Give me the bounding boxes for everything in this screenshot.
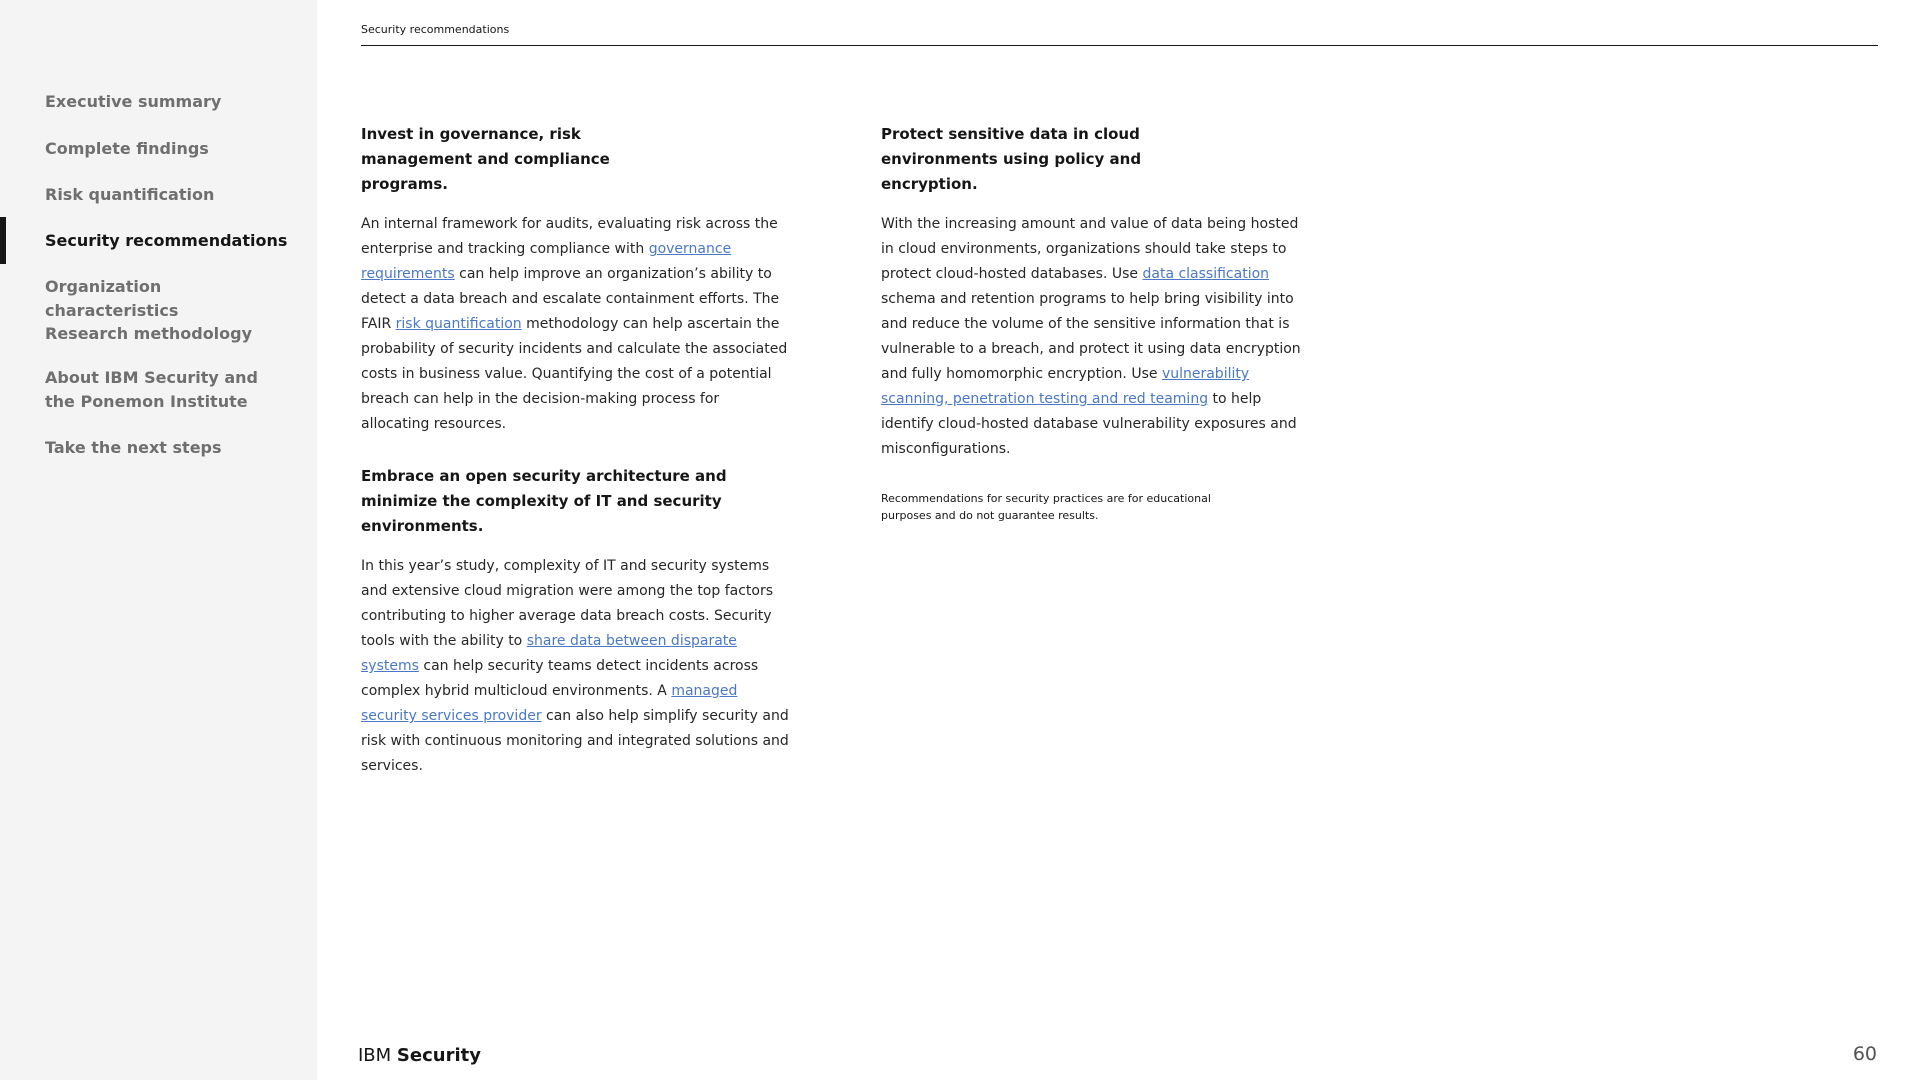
logo-product: Security	[396, 1045, 481, 1066]
section-title: Invest in governance, risk management and compliance programs.	[361, 125, 610, 193]
sidebar-item-organization-characteristics[interactable]: Organization characteristics	[45, 277, 179, 320]
managed-security-services-link[interactable]: managed security services provider	[361, 683, 738, 724]
header-divider	[361, 45, 1878, 46]
section-body	[361, 554, 791, 779]
body-text: In this year’s study, complexity of IT and security systems and extensive cloud migration were among the top factors contributing to higher average data breach costs. Security tools with the ability to	[361, 558, 774, 649]
body-text: can help security teams detect incidents across complex hybrid multicloud environments. A	[361, 658, 759, 699]
section-body	[361, 212, 791, 437]
sidebar-item-take-next-steps[interactable]: Take the next steps	[45, 438, 222, 457]
section-title: Embrace an open security architecture and minimize the complexity of IT and security environments.	[361, 467, 727, 535]
risk-quantification-link[interactable]: risk quantification	[395, 316, 522, 332]
body-text: methodology can help ascertain the probability of security incidents and calculate the associated costs in business value. Quantifying the cost of a potential breach can help in the decision-making process for allocating resources.	[361, 316, 788, 432]
vulnerability-scanning-link[interactable]: vulnerability scanning, penetration testing and red teaming	[881, 366, 1250, 407]
body-text: can also help simplify security and risk with continuous monitoring and integrated solutions and services.	[361, 708, 789, 774]
body-text: to help identify cloud-hosted database vulnerability exposures and misconfigurations.	[881, 391, 1297, 457]
sidebar-item-complete-findings[interactable]: Complete findings	[45, 139, 209, 158]
section-body	[881, 212, 1311, 462]
sidebar-item-security-recommendations[interactable]: Security recommendations	[45, 231, 288, 250]
section-cloud-data	[881, 122, 1311, 462]
sidebar-item-risk-quantification[interactable]: Risk quantification	[45, 185, 215, 204]
governance-requirements-link[interactable]: governance requirements	[361, 241, 732, 282]
section-architecture	[361, 464, 791, 779]
data-classification-link[interactable]: data classification	[1142, 266, 1270, 282]
disclaimer-note: Recommendations for security practices are for educational purposes and do not guarantee results.	[881, 492, 1211, 522]
section-title: Protect sensitive data in cloud environments using policy and encryption.	[881, 125, 1142, 193]
body-text: schema and retention programs to help bring visibility into and reduce the volume of the sensitive information that is vulnerable to a breach, and protect it using data encryption and fully homomorphic encryption. Use	[881, 291, 1301, 382]
sidebar	[0, 0, 317, 1080]
page-number: 60	[1852, 1043, 1877, 1065]
body-text: can help improve an organization’s ability to detect a data breach and escalate containment efforts. The FAIR	[361, 266, 780, 332]
sidebar-item-research-methodology[interactable]: Research methodology	[45, 324, 253, 343]
logo-brand: IBM	[358, 1045, 392, 1066]
ibm-security-logo	[358, 1045, 481, 1066]
body-text: With the increasing amount and value of data being hosted in cloud environments, organizations should take steps to protect cloud-hosted databases. Use	[881, 216, 1299, 282]
body-text: An internal framework for audits, evaluating risk across the enterprise and tracking compliance with	[361, 216, 778, 257]
active-nav-marker	[0, 217, 6, 264]
section-governance	[361, 122, 791, 437]
sidebar-item-about-ibm-security[interactable]: About IBM Security and the Ponemon Institute	[45, 368, 258, 411]
page-header-title: Security recommendations	[361, 23, 510, 36]
sidebar-item-executive-summary[interactable]: Executive summary	[45, 92, 222, 111]
share-data-link[interactable]: share data between disparate systems	[361, 633, 737, 674]
